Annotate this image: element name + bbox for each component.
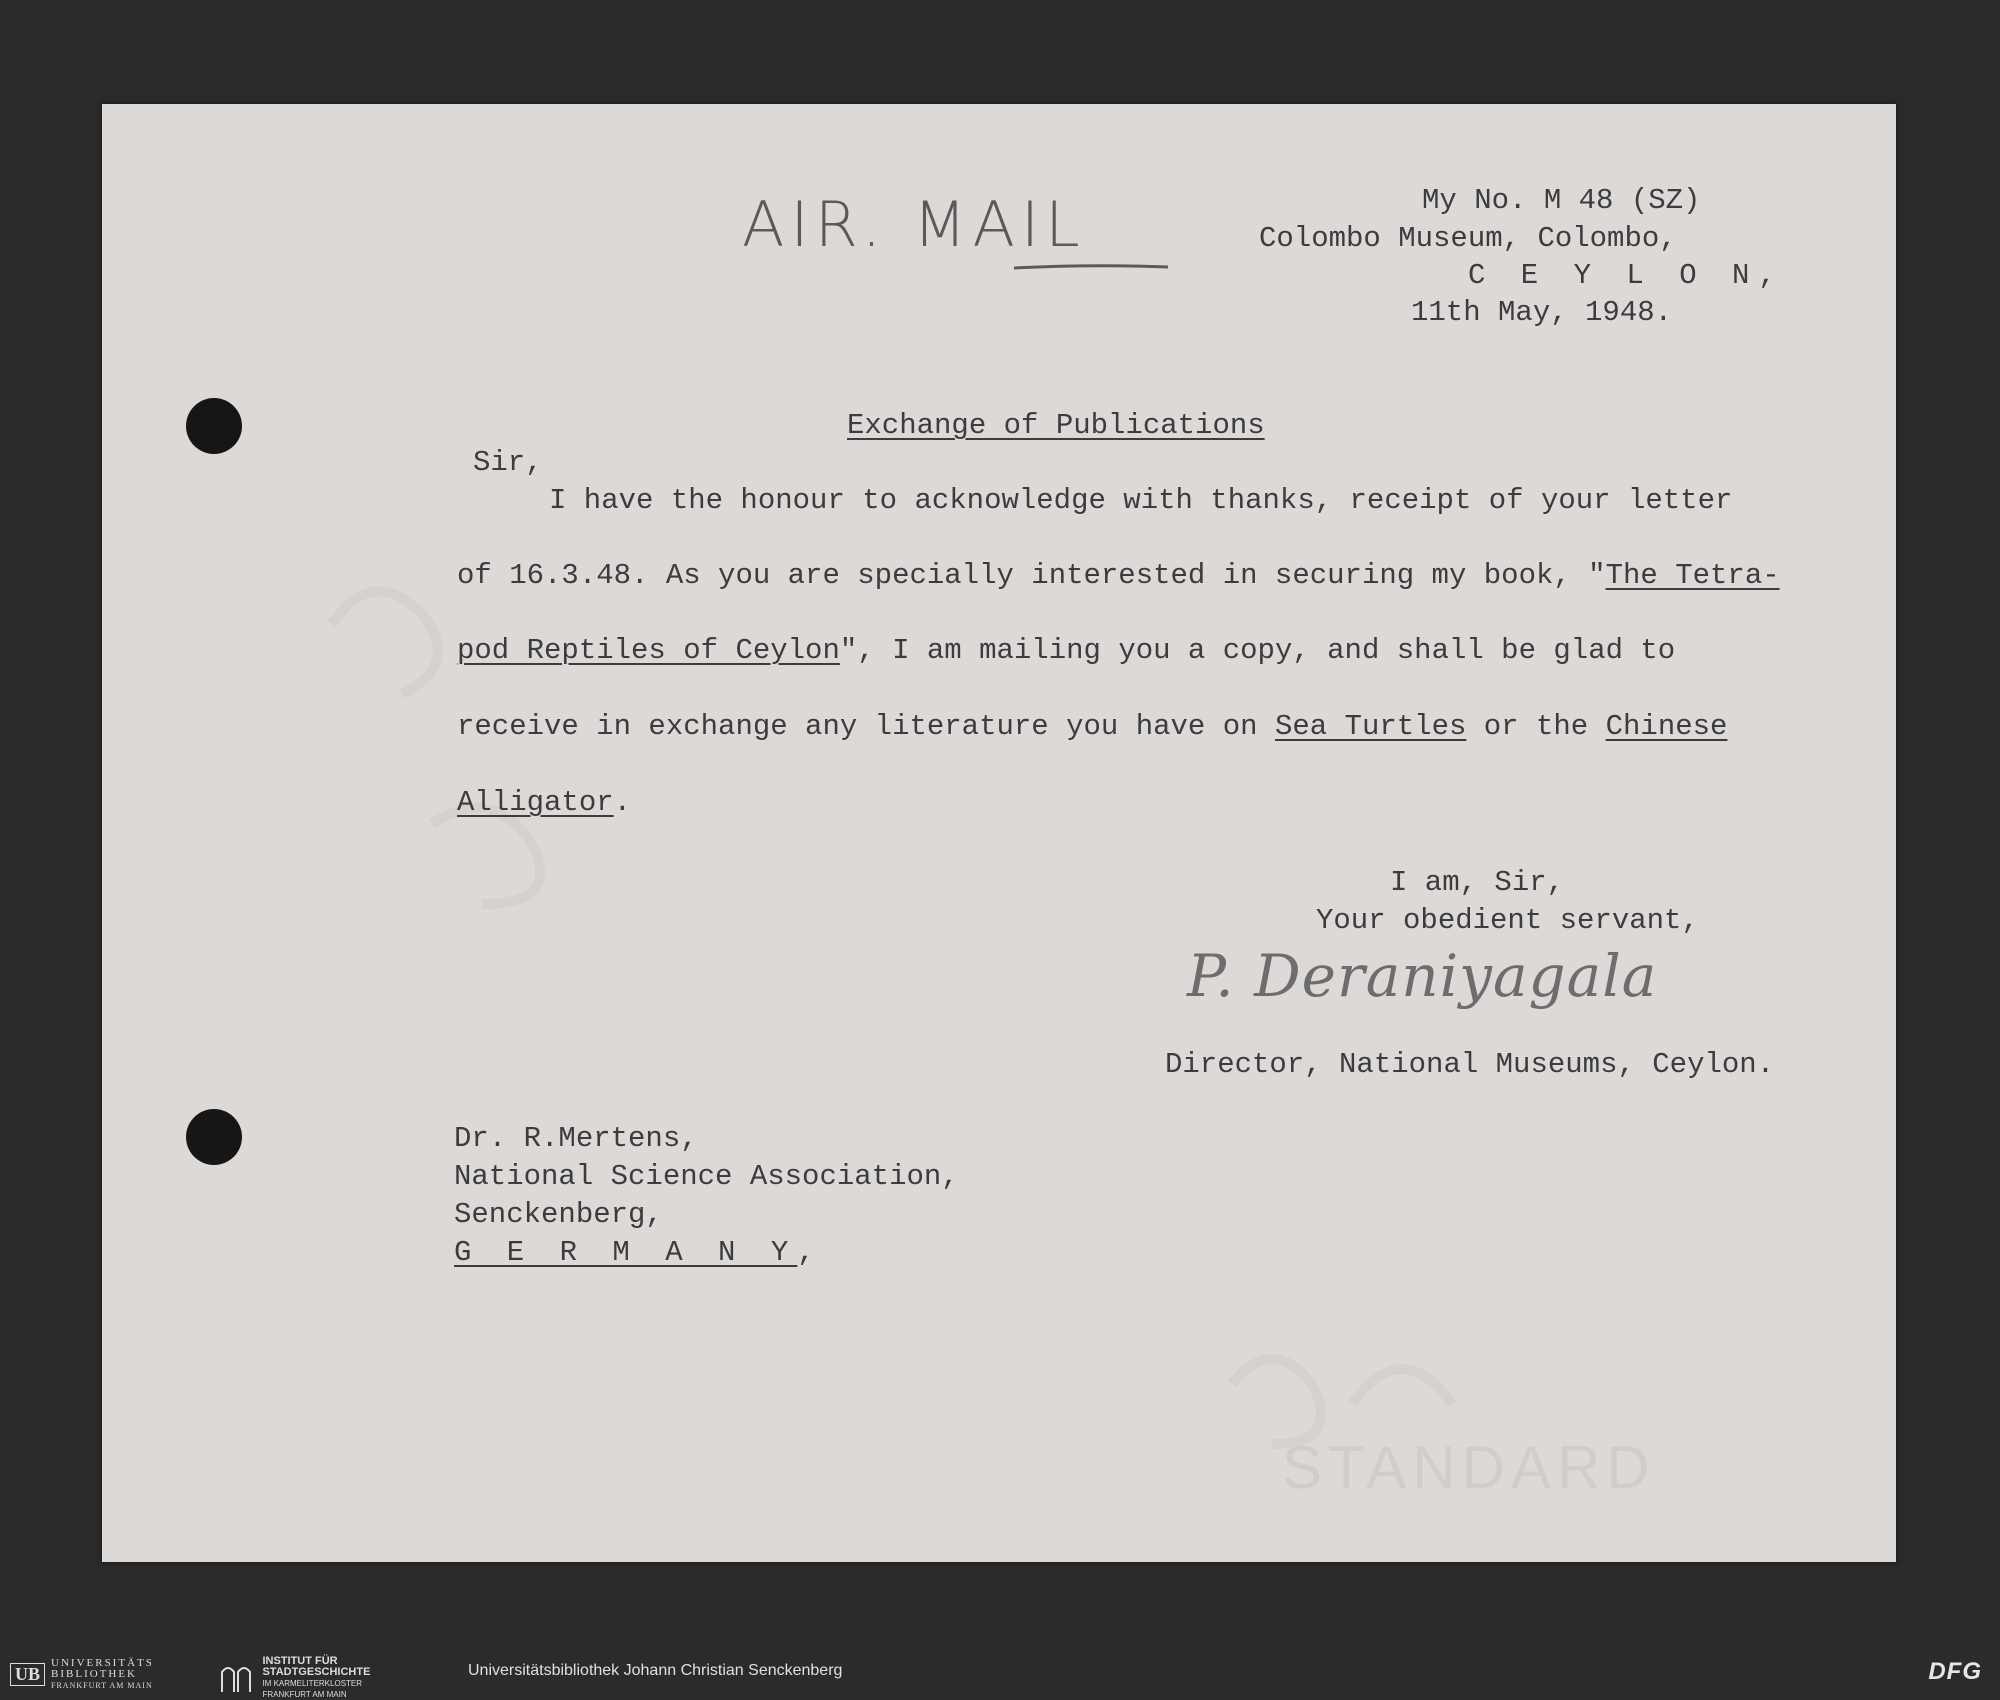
body-line-4: receive in exchange any literature you have on Sea Turtles or the Chinese [457,710,1728,743]
recipient-city: Senckenberg, [454,1198,663,1231]
body-line-1: I have the honour to acknowledge with thanks, receipt of your letter [549,484,1733,517]
recipient-country: G E R M A N Y, [454,1236,815,1269]
punch-hole-bottom [186,1109,242,1165]
recipient-name: Dr. R.Mertens, [454,1122,698,1155]
book-title-part1: The Tetra- [1605,559,1780,592]
ub-logo: UBUNIVERSITÄTS BIBLIOTHEK FRANKFURT AM MAIN [10,1658,154,1691]
letter-date: 11th May, 1948. [1411,296,1673,329]
svg-text:STANDARD: STANDARD [1282,1434,1656,1501]
signature: P. Deraniyagala [1187,942,1658,1010]
closing-line-2: Your obedient servant, [1316,904,1699,937]
recipient-organization: National Science Association, [454,1160,959,1193]
footer-bar [0,1646,2000,1697]
airmail-handwriting: AIR. MAIL [742,188,1086,261]
closing-line-1: I am, Sir, [1390,866,1565,899]
salutation: Sir, [473,446,543,479]
letter-page [102,104,1896,1562]
topic-alligator: Alligator [457,786,614,819]
body-line-5: Alligator. [457,786,632,819]
body-line-2: of 16.3.48. As you are specially interested in securing my book, "The Tetra- [457,559,1780,592]
punch-hole-top [186,398,242,454]
sender-address: Colombo Museum, Colombo, [1259,222,1677,255]
institute-logo: INSTITUT FÜR STADTGESCHICHTE IM KARMELITERKLOSTER FRANKFURT AM MAIN [218,1656,370,1700]
dfg-logo: DFG [1928,1658,1982,1685]
topic-chinese: Chinese [1605,710,1728,743]
sender-country: C E Y L O N, [1468,259,1785,292]
subject-line: Exchange of Publications [847,409,1265,442]
body-line-3: pod Reptiles of Ceylon", I am mailing you a copy, and shall be glad to [457,634,1676,667]
signatory-title: Director, National Museums, Ceylon. [1165,1048,1775,1081]
building-icon [218,1662,258,1694]
library-credit: Universitätsbibliothek Johann Christian Senckenberg [468,1662,843,1679]
topic-sea-turtles: Sea Turtles [1274,710,1467,743]
airmail-underline [1012,260,1172,274]
book-title-part2: pod Reptiles of Ceylon [457,634,840,667]
reference-number: My No. M 48 (SZ) [1422,184,1701,217]
